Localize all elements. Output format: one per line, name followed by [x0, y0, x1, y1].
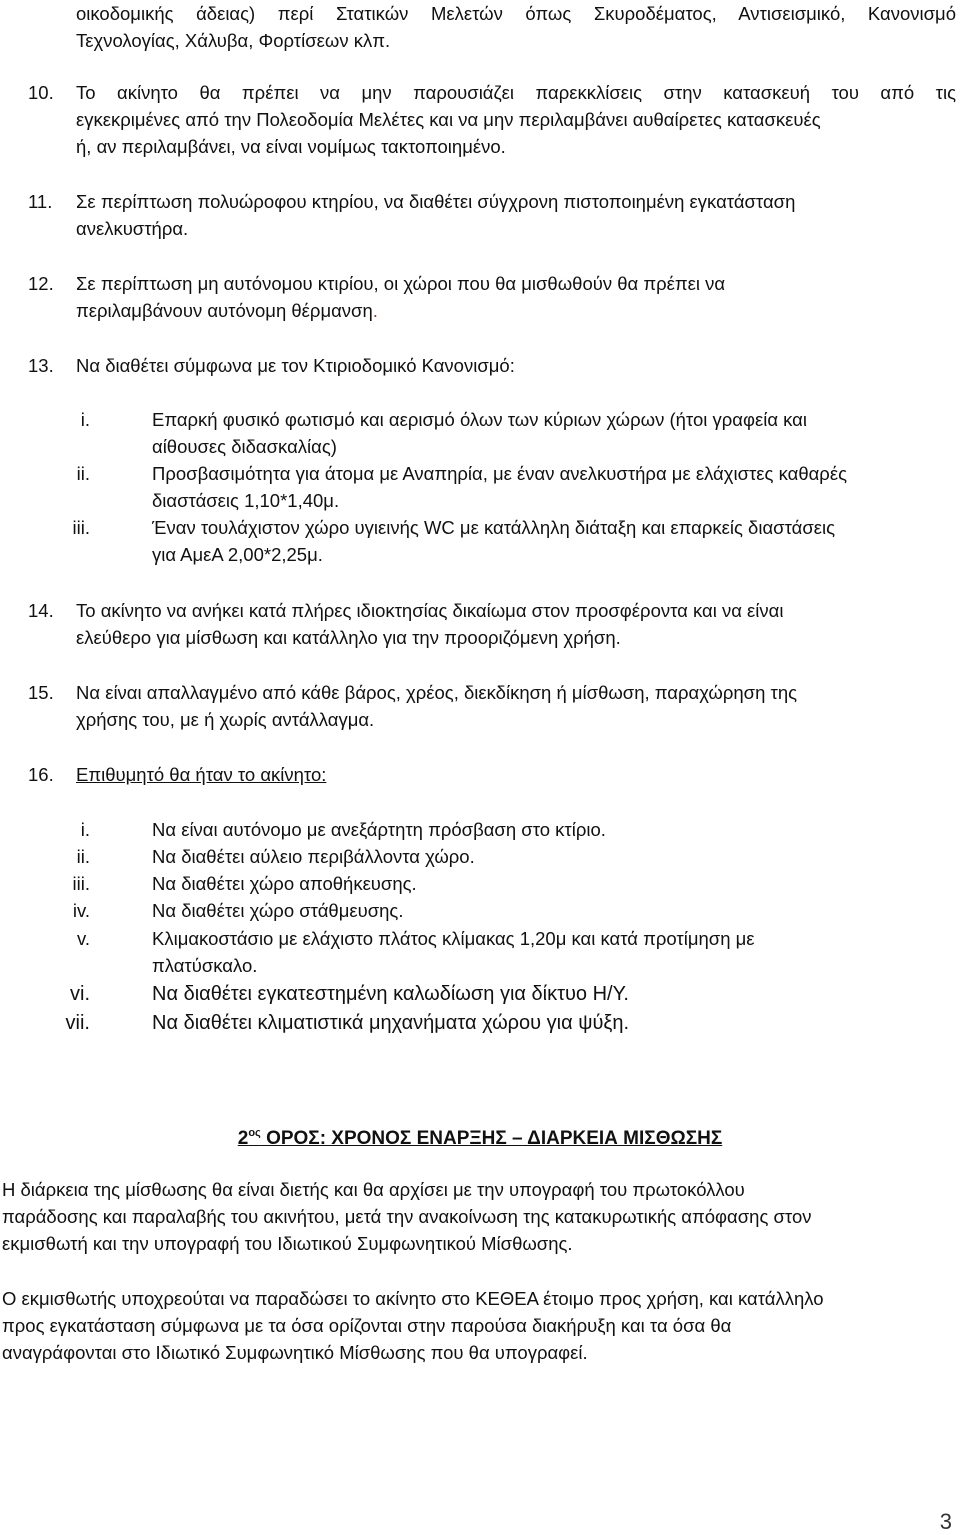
item-number: 12. [28, 273, 54, 294]
text-line: οικοδομικής άδειας) περί Στατικών Μελετών όπως Σκυροδέματος, Αντισεισμικό, Κανονισμό [76, 3, 956, 24]
paragraph [2, 1176, 956, 1257]
item-number: 10. [28, 82, 54, 103]
text-line: Ο εκμισθωτής υποχρεούται να παραδώσει το ακίνητο στο ΚΕΘΕΑ έτοιμο προς χρήση, και κατάλληλο [2, 1288, 824, 1309]
roman-numeral: i. [80, 409, 90, 430]
heading-title: ΟΡΟΣ: ΧΡΟΝΟΣ ΕΝΑΡΞΗΣ [266, 1128, 513, 1149]
roman-numeral: vii. [65, 1012, 90, 1034]
text-line: Σε περίπτωση μη αυτόνομου κτιρίου, οι χώροι που θα μισθωθούν θα πρέπει να [76, 273, 726, 294]
paragraph [2, 1285, 956, 1366]
text-line: Να διαθέτει χώρο αποθήκευσης. [152, 873, 417, 894]
item-number: 13. [28, 355, 54, 376]
roman-numeral: i. [80, 819, 90, 840]
text-line: Προσβασιμότητα για άτομα με Αναπηρία, με έναν ανελκυστήρα με ελάχιστες καθαρές [152, 463, 847, 484]
roman-numeral: iii. [72, 517, 90, 538]
heading-superscript: ος [248, 1127, 261, 1139]
text-line: διαστάσεις 1,10*1,40μ. [152, 490, 340, 511]
text-line: Να διαθέτει σύμφωνα με τον Κτιριοδομικό Κανονισμό: [76, 355, 515, 376]
text-line: Να είναι απαλλαγμένο από κάθε βάρος, χρέος, διεκδίκηση ή μίσθωση, παραχώρηση της [76, 682, 798, 703]
text-line: ελεύθερο για μίσθωση και κατάλληλο για την προοριζόμενη χρήση. [76, 627, 621, 648]
text-line: Έναν τουλάχιστον χώρο υγιεινής WC με κατάλληλη διάταξη και επαρκείς διαστάσεις [152, 517, 836, 538]
text-line: αίθουσες διδασκαλίας) [152, 436, 337, 457]
text-line-wrapper [76, 297, 956, 324]
roman-numeral: ii. [76, 846, 90, 867]
text-line: Να διαθέτει αύλειο περιβάλλοντα χώρο. [152, 846, 475, 867]
item-number: 11. [28, 191, 53, 212]
roman-numeral: iii. [72, 873, 90, 894]
continuation-paragraph [76, 0, 956, 54]
text-line: Να διαθέτει χώρο στάθμευσης. [152, 900, 404, 921]
text-line: παράδοσης και παραλαβής του ακινήτου, μετά την ανακοίνωση της κατακυρωτικής απόφασης στον [2, 1206, 812, 1227]
heading-dash: – [512, 1128, 523, 1149]
text-line: πλατύσκαλο. [152, 955, 258, 976]
heading-title-rest: ΔΙΑΡΚΕΙΑ ΜΙΣΘΩΣΗΣ [522, 1128, 723, 1149]
roman-numeral: iv. [72, 900, 90, 921]
text-line: Να διαθέτει κλιματιστικά μηχανήματα χώρου για ψύξη. [152, 1012, 630, 1034]
text-line: Το ακίνητο θα πρέπει να μην παρουσιάζει παρεκκλίσεις στην κατασκευή του από τις [76, 82, 956, 103]
text-line: για ΑμεΑ 2,00*2,25μ. [152, 544, 323, 565]
roman-numeral: v. [76, 928, 90, 949]
text-line: Να είναι αυτόνομο με ανεξάρτητη πρόσβαση στο κτίριο. [152, 819, 606, 840]
item-number: 16. [28, 764, 54, 785]
item-number: 15. [28, 682, 54, 703]
heading-number: 2 [237, 1128, 249, 1149]
text-line: Κλιμακοστάσιο με ελάχιστο πλάτος κλίμακας 1,20μ και κατά προτίμηση με [152, 928, 755, 949]
red-period: . [372, 300, 378, 321]
underlined-subheading: Επιθυμητό θα ήταν το ακίνητο: [76, 764, 327, 785]
text-line: ή, αν περιλαμβάνει, να είναι νομίμως τακτοποιημένο. [76, 136, 506, 157]
text-line: Η διάρκεια της μίσθωσης θα είναι διετής και θα αρχίσει με την υπογραφή του πρωτοκόλλου [2, 1179, 745, 1200]
text-line: Τεχνολογίας, Χάλυβα, Φορτίσεων κλπ. [76, 30, 391, 51]
text-line: περιλαμβάνουν αυτόνομη θέρμανση [76, 300, 373, 321]
section-heading [0, 1120, 960, 1152]
roman-numeral: ii. [76, 463, 90, 484]
text-line: αναγράφονται στο Ιδιωτικό Συμφωνητικό Μίσθωσης που θα υπογραφεί. [2, 1342, 588, 1363]
text-line: εγκεκριμένες από την Πολεοδομία Μελέτες και να μην περιλαμβάνει αυθαίρετες κατασκευές [76, 109, 821, 130]
text-line: χρήσης του, με ή χωρίς αντάλλαγμα. [76, 709, 375, 730]
text-line: Σε περίπτωση πολυώροφου κτηρίου, να διαθέτει σύγχρονη πιστοποιημένη εγκατάσταση [76, 191, 796, 212]
roman-numeral: vi. [70, 983, 90, 1005]
text-line: ανελκυστήρα. [76, 218, 189, 239]
text-line: Το ακίνητο να ανήκει κατά πλήρες ιδιοκτησίας δικαίωμα στον προσφέροντα και να είναι [76, 600, 784, 621]
text-line: εκμισθωτή και την υπογραφή του Ιδιωτικού Συμφωνητικού Μίσθωσης. [2, 1233, 573, 1254]
text-line: προς εγκατάσταση σύμφωνα με τα όσα ορίζονται στην παρούσα διακήρυξη και τα όσα θα [2, 1315, 732, 1336]
page-number: 3 [939, 1509, 952, 1534]
text-line: Να διαθέτει εγκατεστημένη καλωδίωση για δίκτυο Η/Υ. [152, 983, 629, 1005]
item-number: 14. [28, 600, 54, 621]
text-line: Επαρκή φυσικό φωτισμό και αερισμό όλων των κύριων χώρων (ήτοι γραφεία και [152, 409, 807, 430]
